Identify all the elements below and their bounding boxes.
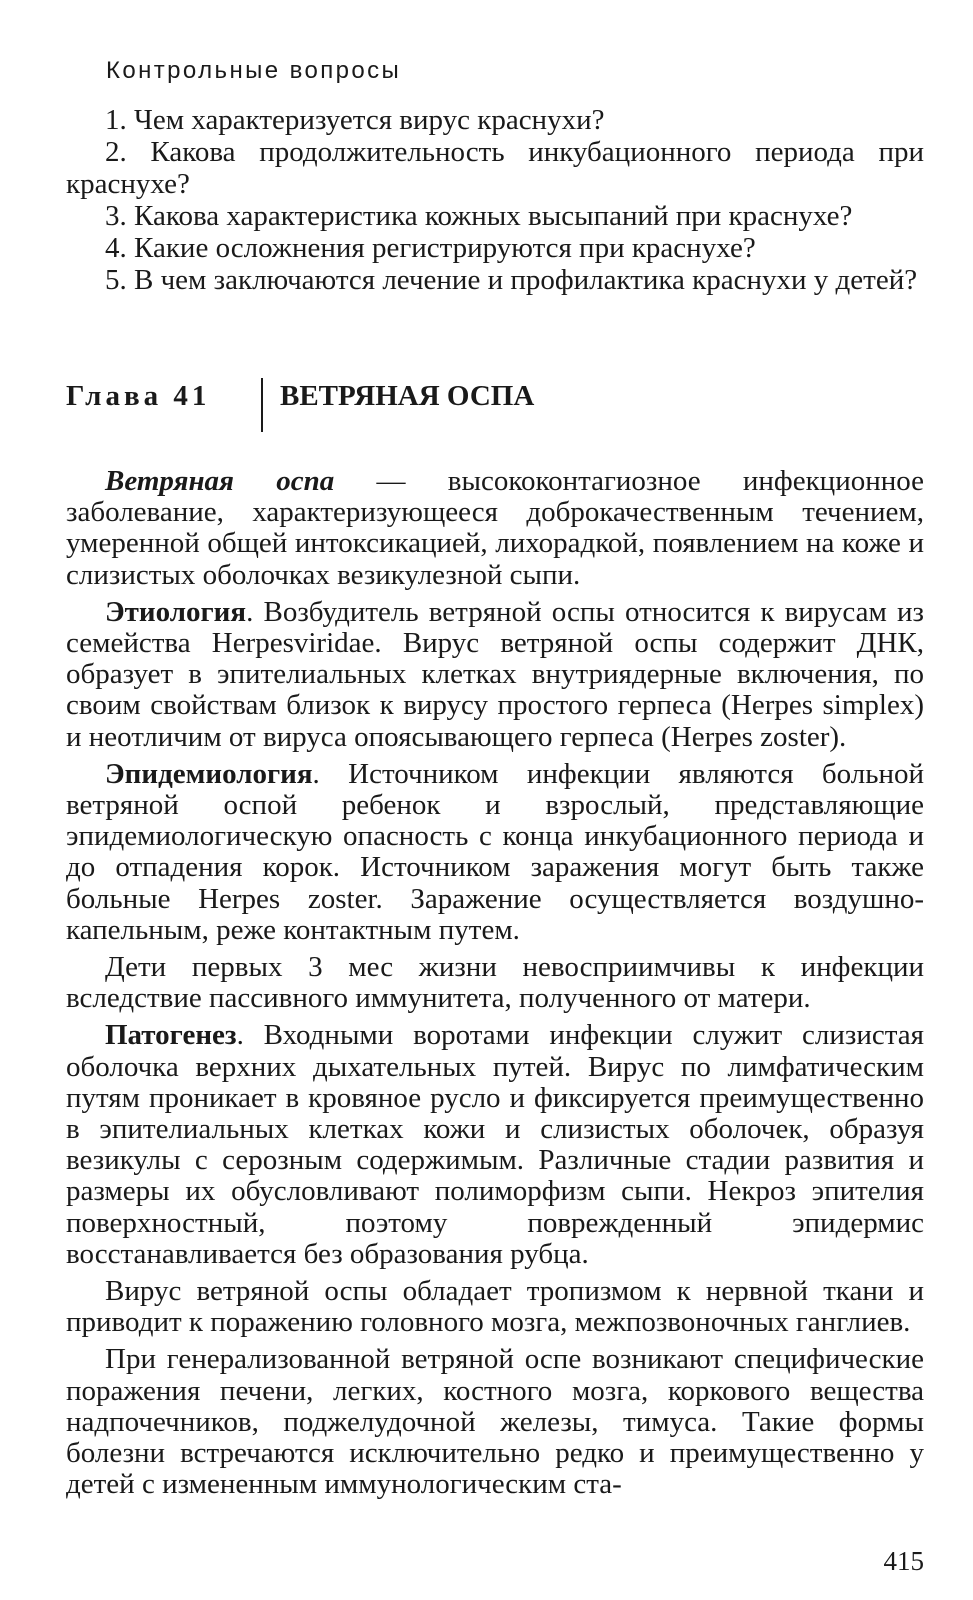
defined-term: Ветряная оспа xyxy=(105,465,335,497)
paragraph-text: Вирус ветряной оспы обладает тропизмом к нервной ткани и приводит к поражению головного мозга, межпозвоночных ганглиев. xyxy=(66,1275,924,1339)
paragraph-text: — высококонтагиозное инфекционное заболевание, характеризующееся доброкачественным течением, умеренной общей интоксикацией, лихорадкой, появлением на коже и слизистых оболочках везикулезной сыпи. xyxy=(66,465,924,591)
section-lead: Патогенез xyxy=(105,1019,237,1052)
question-item: 1. Чем характеризуется вирус краснухи? xyxy=(105,104,605,136)
question-item: 2. Какова продолжительность инкубационного периода при краснухе? xyxy=(66,136,924,200)
section-lead: Этиология xyxy=(105,595,247,628)
paragraph-text: Дети первых 3 мес жизни невосприимчивы к инфекции вследствие пассивного иммунитета, полученного от матери. xyxy=(66,951,924,1015)
paragraph-text: . Возбудитель ветряной оспы относится к вирусам из семейства Herpesviridae. Вирус ветряной оспы содержит ДНК, образует в эпителиальных клетках внутриядерные включения, по своим свойствам близок к вирусу простого герпеса (Herpes simplex) и неотличим от вируса опоясывающего герпеса (Herpes zoster). xyxy=(66,595,924,753)
page-number: 415 xyxy=(883,1546,924,1576)
review-questions-heading: Контрольные вопросы xyxy=(106,57,402,84)
immunity-paragraph xyxy=(66,952,924,1014)
section-lead: Эпидемиология xyxy=(105,757,313,790)
chapter-number: Глава 41 xyxy=(66,380,211,412)
epidemiology-paragraph xyxy=(66,759,924,946)
paragraph-text: При генерализованной ветряной оспе возникают специфические поражения печени, легких, костного мозга, коркового вещества надпочечников, поджелудочной железы, тимуса. Такие формы болезни встречаются исключительно редко и преимущественно у детей с измененным иммунологическим ста- xyxy=(66,1343,924,1501)
review-questions-list xyxy=(66,104,924,296)
chapter-header xyxy=(66,378,924,434)
chapter-title: ВЕТРЯНАЯ ОСПА xyxy=(280,380,535,412)
pathogenesis-paragraph xyxy=(66,1020,924,1270)
generalized-form-paragraph xyxy=(66,1344,924,1500)
paragraph-text: . Источником инфекции являются больной ветряной оспой ребенок и взрослый, представляющие эпидемиологическую опасность с конца инкубационного периода и до отпадения корок. Источником заражения могут быть также больные Herpes zoster. Заражение осуществляется воздушно-капельным, реже контактным путем. xyxy=(66,757,924,946)
definition-paragraph xyxy=(66,466,924,591)
etiology-paragraph xyxy=(66,597,924,753)
question-item: 4. Какие осложнения регистрируются при краснухе? xyxy=(105,232,756,264)
paragraph-text: . Входными воротами инфекции служит слизистая оболочка верхних дыхательных путей. Вирус по лимфатическим путям проникает в кровяное русло и фиксируется преимущественно в эпителиальных клетках кожи и слизистых оболочек, образуя везикулы с серозным содержимым. Различные стадии развития и размеры их обусловливают полиморфизм сыпи. Некроз эпителия поверхностный, поэтому поврежденный эпидермис восстанавливается без образования рубца. xyxy=(66,1019,924,1270)
question-item: 3. Какова характеристика кожных высыпаний при краснухе? xyxy=(105,200,853,232)
chapter-divider-line xyxy=(261,378,263,432)
question-item: 5. В чем заключаются лечение и профилактика краснухи у детей? xyxy=(105,264,918,296)
neurotropism-paragraph xyxy=(66,1276,924,1338)
chapter-body xyxy=(66,466,924,1507)
